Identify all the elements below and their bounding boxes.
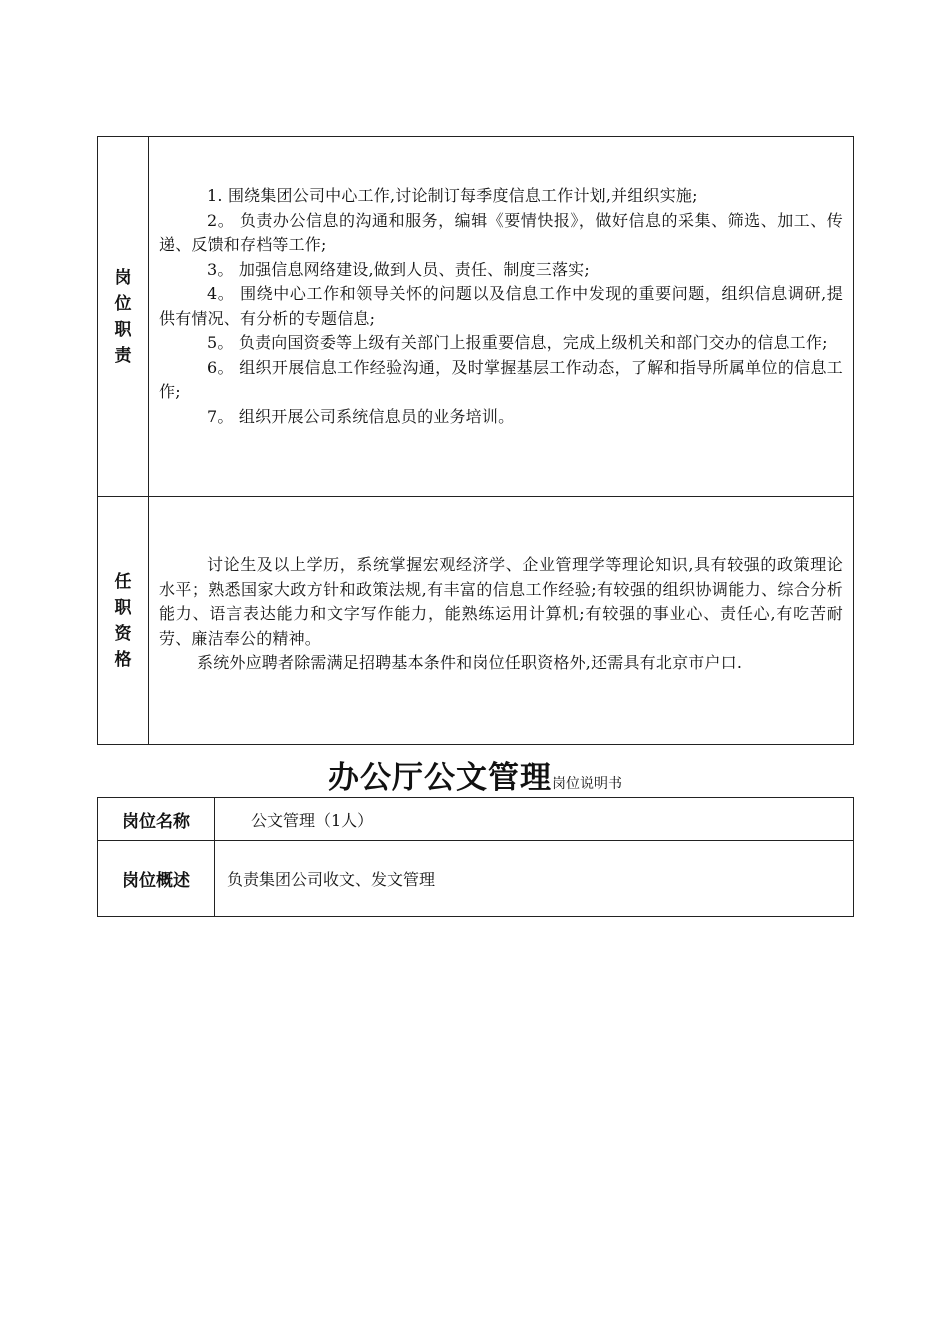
heading-title: 办公厅公文管理	[328, 760, 552, 796]
qualification-paragraph: 系统外应聘者除需满足招聘基本条件和岗位任职资格外,还需具有北京市户口.	[197, 653, 743, 673]
job-detail-table	[97, 136, 854, 745]
duties-content-cell	[149, 137, 854, 497]
qualifications-row	[98, 497, 854, 745]
qualifications-label: 任 职 资 格	[114, 571, 132, 670]
position-summary-value: 负责集团公司收文、发文管理	[215, 841, 854, 917]
position-summary-row	[98, 841, 854, 917]
duty-item: 5。 负责向国资委等上级有关部门上报重要信息，完成上级机关和部门交办的信息工作;	[207, 333, 828, 352]
qualification-paragraph: 讨论生及以上学历，系统掌握宏观经济学、企业管理学等理论知识,具有较强的政策理论水平；熟悉国家大政方针和政策法规,有丰富的信息工作经验;有较强的组织协调能力、综合分析能力、语言表达能力和文字写作能力，能熟练运用计算机;有较强的事业心、责任心,有吃苦耐劳、廉洁奉公的精神。	[159, 555, 843, 648]
position-name-row	[98, 798, 854, 841]
duty-item: 6。 组织开展信息工作经验沟通，及时掌握基层工作动态，了解和指导所属单位的信息工作;	[159, 357, 843, 401]
heading-subtitle: 岗位说明书	[552, 776, 622, 792]
duty-item: 3。 加强信息网络建设,做到人员、责任、制度三落实;	[207, 259, 590, 279]
duty-item: 7。 组织开展公司系统信息员的业务培训。	[207, 406, 515, 426]
qualifications-label-cell	[98, 497, 149, 745]
duty-item: 4。 围绕中心工作和领导关怀的问题以及信息工作中发现的重要问题，组织信息调研,提供有情况、有分析的专题信息;	[159, 284, 843, 328]
qualifications-content-cell	[149, 497, 854, 745]
position-name-label: 岗位名称	[98, 798, 215, 841]
position-summary-label: 岗位概述	[98, 841, 215, 917]
duty-item: 1. 围绕集团公司中心工作,讨论制订每季度信息工作计划,并组织实施;	[207, 186, 698, 205]
duties-label: 岗 位 职 责	[114, 267, 132, 366]
duties-row	[98, 137, 854, 497]
position-name-value: 公文管理（1人）	[215, 798, 854, 841]
section-heading	[0, 752, 950, 797]
position-summary-table	[97, 797, 854, 917]
duty-item: 2。 负责办公信息的沟通和服务，编辑《要情快报》，做好信息的采集、筛选、加工、传递、反馈和存档等工作;	[159, 210, 843, 254]
duties-label-cell	[98, 137, 149, 497]
